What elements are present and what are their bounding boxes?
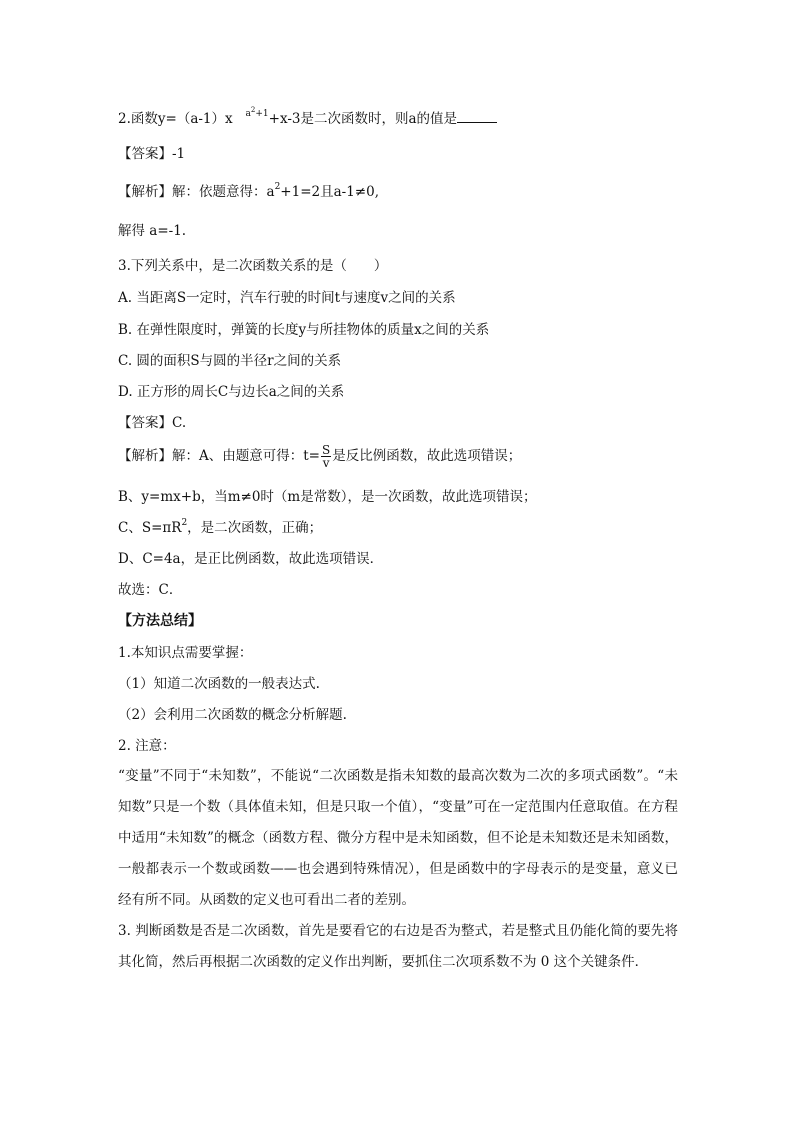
q3-option-d: D. 正方形的周长C与边长a之间的关系: [118, 384, 345, 400]
q2-stem-suffix: +x-3是二次函数时，则a的值是: [268, 111, 458, 127]
q2-stem-prefix: 2.函数y=（a-1）x: [118, 111, 233, 127]
summary-heading: 【方法总结】: [118, 613, 202, 629]
q3-option-b: B. 在弹性限度时，弹簧的长度y与所挂物体的质量x之间的关系: [118, 322, 490, 338]
summary-point-1a: （1）知道二次函数的一般表达式.: [118, 676, 320, 692]
q2-analysis: 【解析】解：依题意得：$a^2+1=2$且a-1≠0,: [118, 182, 379, 200]
q3-option-a: A. 当距离S一定时，汽车行驶的时间t与速度v之间的关系: [118, 290, 456, 306]
summary-point-1b: （2）会利用二次函数的概念分析解题.: [118, 707, 347, 723]
q3-conclusion: 故选：C．: [118, 582, 183, 598]
q3-analysis-c: C、$S=\pi R^2$，是二次函数，正确；: [118, 518, 323, 536]
q3-stem: 3.下列关系中，是二次函数关系的是（ ）: [118, 258, 388, 274]
summary-point-3-body: 3. 判断函数是否是二次函数，首先是要看它的右边是否为整式，若是整式且仍能化简的要先将其化简，然后再根据二次函数的定义作出判断，要抓住二次项系数不为 0 这个关键条件．: [118, 923, 678, 970]
summary-point-2-body: “变量”不同于“未知数”，不能说“二次函数是指未知数的最高次数为二次的多项式函数”。“未知数”只是一个数（具体值未知，但是只取一个值），“变量”可在一定范围内任意取值。在方程中适用“未知数”的概念（函数方程、微分方程中是未知函数，但不论是未知数还是未知函数，一般都表示一个数或函数——也会遇到特殊情况），但是函数中的字母表示的是变量，意义已经有所不同。从函数的定义也可看出二者的差别。: [118, 768, 678, 908]
summary-point-1: 1.本知识点需要掌握：: [118, 645, 253, 661]
q3-analysis-a: 【解析】解：A、由题意可得：t= $\frac{S}{v}$ 是反比例函数，故此选项错误；: [118, 443, 522, 470]
q3-option-c: C. 圆的面积S与圆的半径r之间的关系: [118, 353, 342, 369]
q2-answer: 【答案】-1: [118, 146, 186, 162]
q3-analysis-b: B、y=mx+b，当m≠0时（m是常数），是一次函数，故此选项错误；: [118, 489, 537, 505]
answer-blank: [457, 108, 497, 123]
q2-stem: [118, 108, 497, 131]
fraction-s-over-v: $\frac{S}{v}$: [322, 443, 331, 470]
q2-exponent: a2+1: [245, 106, 269, 119]
summary-point-2: 2. 注意：: [118, 738, 176, 754]
q3-analysis-d: D、C=4a，是正比例函数，故此选项错误．: [118, 551, 384, 567]
q2-solve: 解得 a=-1.: [118, 223, 187, 239]
q3-answer: 【答案】C.: [118, 415, 187, 431]
